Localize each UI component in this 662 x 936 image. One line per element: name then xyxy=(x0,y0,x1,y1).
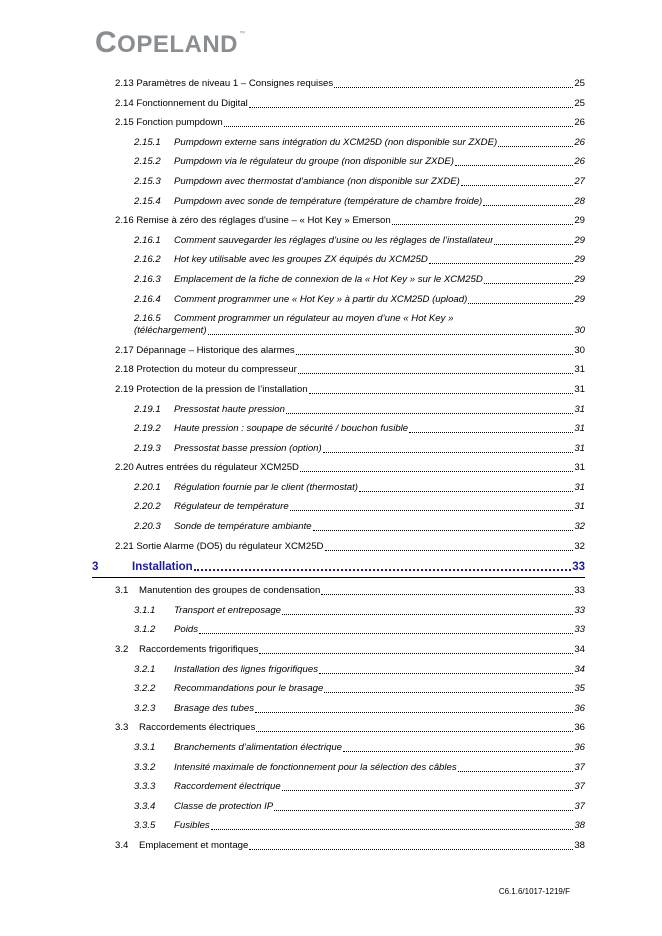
toc-entry[interactable] xyxy=(95,624,585,636)
toc-entry-title: 2.21 Sortie Alarme (DO5) du régulateur XCM25D xyxy=(115,540,324,552)
toc-entry-title: Raccordements frigorifiques xyxy=(139,644,259,656)
toc-leader-dots xyxy=(298,372,573,374)
toc-leader-dots xyxy=(249,106,574,108)
toc-entry-title: Pumpdown externe sans intégration du XCM25D (non disponible sur ZXDE) xyxy=(174,136,498,148)
toc-leader-dots xyxy=(224,125,574,127)
toc-chapter-3[interactable] xyxy=(92,560,585,578)
toc-entry-page: 33 xyxy=(574,624,585,636)
toc-entry[interactable] xyxy=(95,703,585,715)
toc-entry-number: 3.3.2 xyxy=(134,761,156,773)
toc-leader-dots xyxy=(494,243,573,245)
toc-entry[interactable] xyxy=(95,78,585,90)
toc-entry-title: Branchements d’alimentation électrique xyxy=(174,742,342,753)
toc-entry-number: 3.2.2 xyxy=(134,683,156,695)
toc-entry-page: 26 xyxy=(574,117,585,129)
toc-entry-title: Fusibles xyxy=(174,820,210,832)
toc-entry-page: 38 xyxy=(574,820,585,832)
toc-entry[interactable] xyxy=(95,254,585,266)
toc-entry[interactable] xyxy=(95,235,585,247)
toc-entry-line2 xyxy=(134,325,585,337)
toc-entry-page: 31 xyxy=(574,481,585,493)
toc-entry-title: Comment programmer une « Hot Key » à partir du XCM25D (upload) xyxy=(174,293,468,305)
toc-entry-number: 3.2.1 xyxy=(134,663,156,675)
toc-entry-title: Régulateur de température xyxy=(174,501,289,513)
toc-leader-dots xyxy=(409,431,573,433)
toc-entry-title: 2.15 Fonction pumpdown xyxy=(115,117,223,129)
toc-entry-page: 26 xyxy=(574,156,585,168)
document-code: C6.1.6/1017-1219/F xyxy=(498,887,570,896)
toc-entry-page: 31 xyxy=(574,423,585,435)
toc-entry-title: Sonde de température ambiante xyxy=(174,521,312,533)
logo-rest: OPELAND xyxy=(117,31,239,58)
toc-entry-page: 31 xyxy=(574,403,585,415)
toc-entry-title: Poids xyxy=(174,624,198,636)
toc-entry-page: 29 xyxy=(574,215,585,227)
toc-leader-dots xyxy=(321,593,573,595)
toc-entry[interactable] xyxy=(95,541,585,553)
toc-entry[interactable] xyxy=(95,364,585,376)
toc-entry-number: 3.3.5 xyxy=(134,820,156,832)
toc-entry[interactable] xyxy=(95,462,585,474)
toc-leader-dots xyxy=(286,412,573,414)
toc-entry-number: 2.16.4 xyxy=(134,293,161,305)
toc-leader-dots xyxy=(300,470,573,472)
toc-leader-dots xyxy=(324,691,573,693)
toc-leader-dots xyxy=(296,353,574,355)
toc-entry-page: 32 xyxy=(574,540,585,552)
toc-entry-number: 2.15.3 xyxy=(134,175,161,187)
toc-entry-number: 2.16.3 xyxy=(134,273,161,285)
toc-entry[interactable] xyxy=(95,294,585,306)
toc-entry-page: 26 xyxy=(574,136,585,148)
toc-entry[interactable] xyxy=(95,196,585,208)
toc-entry[interactable] xyxy=(95,404,585,416)
toc-entry-2-16-5[interactable] xyxy=(95,313,585,337)
toc-entry[interactable] xyxy=(95,722,585,734)
toc-entry[interactable] xyxy=(95,801,585,813)
toc-entry-page: 29 xyxy=(574,254,585,266)
toc-entry-number: 2.16.2 xyxy=(134,254,161,266)
toc-entry-number: 3.2 xyxy=(115,644,129,656)
toc-section-a xyxy=(95,78,585,306)
toc-entry[interactable] xyxy=(95,742,585,754)
toc-entry[interactable] xyxy=(95,176,585,188)
toc-leader-dots xyxy=(323,451,574,453)
toc-entry[interactable] xyxy=(95,384,585,396)
toc-entry-number: 2.20.2 xyxy=(134,501,161,513)
toc-entry-page: 37 xyxy=(574,781,585,793)
toc-entry-number: 2.16.5 xyxy=(134,313,161,325)
toc-entry[interactable] xyxy=(95,117,585,129)
toc-entry-title: Transport et entreposage xyxy=(174,604,282,616)
toc-leader-dots xyxy=(484,282,574,284)
toc-entry[interactable] xyxy=(95,644,585,656)
toc-entry[interactable] xyxy=(95,215,585,227)
toc-leader-dots xyxy=(325,549,574,551)
toc-entry-page: 34 xyxy=(574,663,585,675)
toc-leader-dots xyxy=(255,711,573,713)
toc-entry[interactable] xyxy=(95,501,585,513)
toc-entry[interactable] xyxy=(95,274,585,286)
toc-leader-dots xyxy=(392,223,574,225)
toc-entry[interactable] xyxy=(95,585,585,597)
toc-entry-title: 2.16 Remise à zéro des réglages d’usine – « Hot Key » Emerson xyxy=(115,215,391,227)
toc-entry-number: 3.1.2 xyxy=(134,624,156,636)
toc-entry-title: Raccordements électriques xyxy=(139,722,256,734)
toc-entry[interactable] xyxy=(95,683,585,695)
toc-entry-number: 2.20.3 xyxy=(134,521,161,533)
toc-entry-title: Emplacement et montage xyxy=(139,839,249,851)
toc-entry[interactable] xyxy=(95,156,585,168)
toc-entry-page: 27 xyxy=(574,175,585,187)
toc-entry-title: Emplacement de la fiche de connexion de la « Hot Key » sur le XCM25D xyxy=(174,273,483,285)
toc-entry-title: Classe de protection IP xyxy=(174,800,274,812)
toc-entry-page: 30 xyxy=(574,325,585,337)
toc-entry-page: 31 xyxy=(574,383,585,395)
toc-entry-page: 31 xyxy=(574,364,585,376)
toc-entry-number: 2.15.1 xyxy=(134,136,161,148)
toc-entry-title: Régulation fournie par le client (thermostat) xyxy=(174,481,358,493)
toc-entry-title-cont: (téléchargement) xyxy=(134,325,207,337)
toc-entry-number: 3.3.1 xyxy=(134,742,156,753)
toc-entry-title: 2.13 Paramètres de niveau 1 – Consignes requises xyxy=(115,78,334,89)
chapter-page: 33 xyxy=(572,561,585,574)
toc-entry-title: Hot key utilisable avec les groupes ZX équipés du XCM25D xyxy=(174,254,428,266)
toc-entry[interactable] xyxy=(95,137,585,149)
toc-entry-line1 xyxy=(134,313,585,325)
toc-entry[interactable] xyxy=(95,482,585,494)
toc-entry-number: 3.3.4 xyxy=(134,800,156,812)
toc-entry-page: 29 xyxy=(574,293,585,305)
toc-entry-page: 28 xyxy=(574,195,585,207)
toc-entry-number: 3.4 xyxy=(115,839,129,851)
toc-entry-number: 2.15.2 xyxy=(134,156,161,168)
toc-entry-title: 2.14 Fonctionnement du Digital xyxy=(115,97,248,109)
chapter-number: 3 xyxy=(92,561,99,574)
toc-entry-title: Raccordement électrique xyxy=(174,781,281,793)
toc-leader-dots xyxy=(455,164,573,166)
toc-entry-title: Haute pression : soupape de sécurité / bouchon fusible xyxy=(174,423,409,435)
toc-entry-number: 3.1 xyxy=(115,585,129,597)
toc-entry-page: 33 xyxy=(574,604,585,616)
toc-entry-title: Comment sauvegarder les réglages d’usine ou les réglages de l’installateur xyxy=(174,234,494,246)
toc-section-c xyxy=(95,585,585,852)
toc-entry-page: 31 xyxy=(574,442,585,454)
toc-entry[interactable] xyxy=(95,840,585,852)
toc-entry[interactable] xyxy=(95,423,585,435)
toc-entry-title: Pressostat basse pression (option) xyxy=(174,442,322,454)
toc-entry-page: 36 xyxy=(574,742,585,753)
toc-leader-dots xyxy=(468,302,573,304)
toc-entry[interactable] xyxy=(95,781,585,793)
toc-entry-page: 34 xyxy=(574,644,585,656)
toc-entry-title: Pumpdown avec thermostat d’ambiance (non disponible sur ZXDE) xyxy=(174,175,460,187)
toc-entry-page: 29 xyxy=(574,234,585,246)
toc-leader-dots xyxy=(429,262,573,264)
logo-initial: C xyxy=(95,26,118,59)
toc-entry-page: 31 xyxy=(574,501,585,513)
toc-entry-title: 2.17 Dépannage – Historique des alarmes xyxy=(115,344,295,356)
logo-trademark: ™ xyxy=(239,31,246,37)
toc-entry[interactable] xyxy=(95,762,585,774)
toc-entry-page: 33 xyxy=(574,585,585,597)
copeland-logo xyxy=(95,28,246,58)
toc-entry-page: 25 xyxy=(574,78,585,89)
toc-entry-page: 35 xyxy=(574,683,585,695)
toc-entry-page: 29 xyxy=(574,273,585,285)
toc-entry-title: Installation des lignes frigorifiques xyxy=(174,663,318,675)
toc-entry[interactable] xyxy=(95,605,585,617)
toc-entry-title: Intensité maximale de fonctionnement pour la sélection des câbles xyxy=(174,761,457,773)
toc-entry-page: 30 xyxy=(574,344,585,356)
toc-entry-title: Brasage des tubes xyxy=(174,702,255,714)
toc-entry-title: Pressostat haute pression xyxy=(174,403,285,415)
toc-entry[interactable] xyxy=(95,521,585,533)
toc-entry-title: Comment programmer un régulateur au moyen d’une « Hot Key » xyxy=(174,313,454,325)
toc-leader-dots xyxy=(211,828,574,830)
toc-leader-dots xyxy=(256,730,573,732)
toc-leader-dots xyxy=(282,613,573,615)
toc-entry-number: 3.3.3 xyxy=(134,781,156,793)
toc-leader-dots xyxy=(319,672,573,674)
toc-leader-dots xyxy=(208,333,574,335)
toc-entry-number: 2.20.1 xyxy=(134,481,161,493)
toc-entry-page: 38 xyxy=(574,839,585,851)
toc-entry-number: 3.1.1 xyxy=(134,604,156,616)
toc-entry-title: 2.19 Protection de la pression de l’installation xyxy=(115,383,308,395)
toc-entry-page: 36 xyxy=(574,722,585,734)
chapter-leader-dots xyxy=(194,568,572,571)
toc-entry-number: 2.16.1 xyxy=(134,234,161,246)
toc-leader-dots xyxy=(259,652,573,654)
toc-entry[interactable] xyxy=(95,345,585,357)
toc-entry-title: Pumpdown via le régulateur du groupe (non disponible sur ZXDE) xyxy=(174,156,454,168)
toc-entry-number: 2.19.1 xyxy=(134,403,161,415)
toc-leader-dots xyxy=(309,392,574,394)
toc-leader-dots xyxy=(334,86,573,88)
table-of-contents xyxy=(92,78,585,860)
toc-entry[interactable] xyxy=(95,443,585,455)
toc-entry-page: 37 xyxy=(574,800,585,812)
toc-entry-page: 36 xyxy=(574,702,585,714)
toc-leader-dots xyxy=(458,770,574,772)
toc-leader-dots xyxy=(313,529,574,531)
toc-leader-dots xyxy=(498,145,573,147)
toc-entry-page: 25 xyxy=(574,97,585,109)
toc-leader-dots xyxy=(359,490,573,492)
toc-entry-page: 32 xyxy=(574,521,585,533)
toc-leader-dots xyxy=(461,184,574,186)
toc-entry-title: Recommandations pour le brasage xyxy=(174,683,324,695)
toc-entry[interactable] xyxy=(95,820,585,832)
chapter-title: Installation xyxy=(132,561,193,574)
toc-entry-number: 3.3 xyxy=(115,722,129,734)
toc-entry-number: 2.19.2 xyxy=(134,423,161,435)
toc-entry-title: Pumpdown avec sonde de température (température de chambre froide) xyxy=(174,195,483,207)
toc-entry-title: Manutention des groupes de condensation xyxy=(139,585,321,597)
toc-entry-page: 31 xyxy=(574,462,585,474)
toc-leader-dots xyxy=(199,632,573,634)
toc-leader-dots xyxy=(343,750,573,752)
toc-entry[interactable] xyxy=(95,664,585,676)
toc-leader-dots xyxy=(249,848,573,850)
toc-section-b xyxy=(95,345,585,553)
toc-entry-title: 2.18 Protection du moteur du compresseur xyxy=(115,364,297,376)
toc-leader-dots xyxy=(282,789,574,791)
toc-entry-number: 3.2.3 xyxy=(134,702,156,714)
toc-leader-dots xyxy=(290,509,574,511)
toc-entry-number: 2.15.4 xyxy=(134,195,161,207)
toc-entry-title: 2.20 Autres entrées du régulateur XCM25D xyxy=(115,462,299,474)
toc-entry-page: 37 xyxy=(574,761,585,773)
toc-leader-dots xyxy=(274,809,573,811)
toc-entry-number: 2.19.3 xyxy=(134,442,161,454)
toc-entry[interactable] xyxy=(95,98,585,110)
toc-leader-dots xyxy=(483,204,573,206)
